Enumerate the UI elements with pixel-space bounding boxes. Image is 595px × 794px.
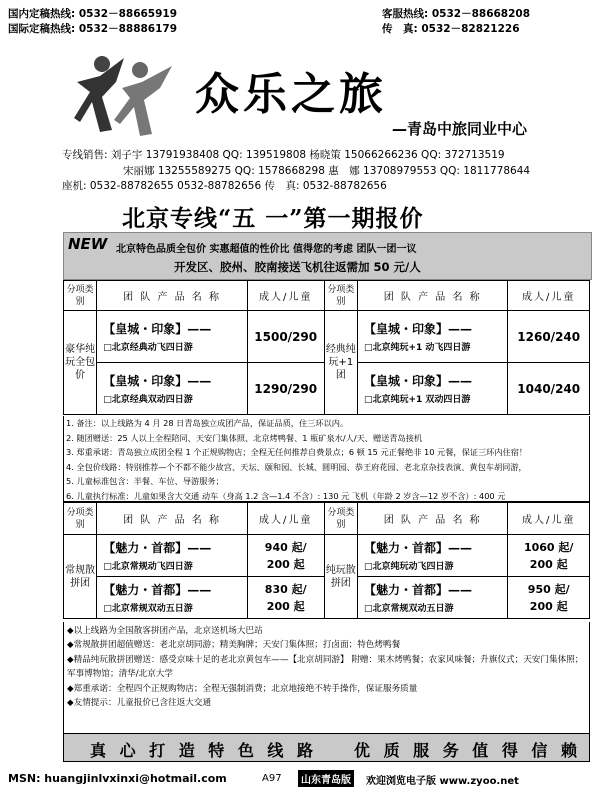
brand-subtitle: —青岛中旅同业中心 xyxy=(392,120,528,138)
footer-slogan-left: 真 心 打 造 特 色 线 路 xyxy=(90,741,317,760)
t1-header-product-left: 团 队 产 品 名 称 xyxy=(97,281,247,311)
note-line: ◆郑重承诺：全程四个正规购物店；全程无强制消费；北京地接绝不转手操作，保证服务质量 xyxy=(67,683,418,694)
banner-transfer: 开发区、胶州、胶南接送飞机往返需加 50 元/人 xyxy=(174,260,421,274)
price-adult: 950 起/ xyxy=(527,582,570,596)
t1-header-category-right: 分项类别 xyxy=(324,281,357,311)
banner-slogan: 北京特色品质全包价 实惠超值的性价比 值得您的考虑 团队一团一议 xyxy=(116,244,417,255)
product-price: 1500/290 xyxy=(247,311,324,363)
price-table-1 xyxy=(63,280,590,415)
product-name: 【魅力・首都】—— xyxy=(363,583,472,597)
t1-category-right: 经典纯玩+1团 xyxy=(324,311,357,415)
product-price: 1260/240 xyxy=(508,311,590,363)
contact-row-2: 宋丽娜 13255589275 QQ: 1578668298 惠 娜 13708979553 QQ: 1811778644 xyxy=(123,165,531,177)
intl-hotline: 国际定稿热线: 0532－88886179 xyxy=(8,23,178,35)
note-line: 4. 全包价线路：特别推荐—个不都不能少故宫、天坛、颐和园、长城、圆明园、恭王府花园、老北京杂技表演、黄包车胡同游， xyxy=(66,461,527,472)
t2-header-category-left: 分项类别 xyxy=(64,503,97,535)
domestic-hotline: 国内定稿热线: 0532－88665919 xyxy=(8,8,178,20)
page-number: A97 xyxy=(262,773,282,784)
note-line: ◆精品纯玩散拼团赠送：感受京味十足的老北京黄包车——【北京胡同游】 附赠：果木烤鸭餐；农家风味餐；升旗仪式；天安门集体照；军事博物馆；清华/北京大学 xyxy=(67,654,584,680)
note-line: ◆以上线路为全国散客拼团产品，北京送机场大巴站 xyxy=(67,626,263,636)
product-route: □北京常规双动五日游 xyxy=(103,604,193,614)
fax-hotline: 传 真: 0532－82821226 xyxy=(382,23,520,35)
product-name: 【皇城・印象】—— xyxy=(363,322,472,336)
brand-logo-title: 众乐之旅 xyxy=(195,69,387,120)
product-price: 1040/240 xyxy=(508,363,590,415)
list-item xyxy=(357,363,507,415)
service-hotline: 客服热线: 0532－88668208 xyxy=(382,8,531,20)
t2-category-left: 常规散拼团 xyxy=(64,535,97,619)
notes-block-1 xyxy=(63,416,590,502)
notes-block-2 xyxy=(63,622,590,734)
publication-badge: 山东青岛版 xyxy=(298,770,354,787)
product-route: □北京常规动飞四日游 xyxy=(103,562,193,572)
product-name: 【魅力・首都】—— xyxy=(363,541,472,555)
product-route: □北京常规双动五日游 xyxy=(363,604,454,614)
page-headline: 北京专线“五 一”第一期报价 xyxy=(122,205,424,232)
product-route: □北京纯玩+1 双动四日游 xyxy=(363,395,471,405)
list-item xyxy=(97,535,247,577)
note-line: 3. 郑重承诺：青岛独立成团全程 1 个正规购物店；全程无任何推荐自费景点；6 顿 15 元正餐绝非 10 元餐，保证三环内住宿！ xyxy=(66,447,528,457)
price-child: 200 起 xyxy=(529,599,568,613)
note-line: 6. 儿童执行标准：儿童如果含大交通 动车（身高 1.2 含—1.4 不含）: 130 元 飞机（年龄 2 岁含—12 岁不含）: 400 元 xyxy=(66,490,506,501)
product-price xyxy=(508,535,590,577)
note-line: 1. 备注：以上线路为 4 月 28 日青岛独立成团产品，保证品质，住三环以内。 xyxy=(66,418,349,428)
new-label: NEW xyxy=(68,235,108,253)
t2-header-product-left: 团 队 产 品 名 称 xyxy=(97,503,247,535)
t2-header-price-left: 成人/儿童 xyxy=(247,503,324,535)
t1-category-left: 豪华纯玩全包价 xyxy=(64,311,97,415)
note-line: ◆常规散拼团超值赠送：老北京胡同游；精美胸牌；天安门集体照；打卤面；特色烤鸭餐 xyxy=(67,640,401,651)
contact-row-1: 专线销售: 刘子宇 13791938408 QQ: 139519808 杨晓策 15066266236 QQ: 372713519 xyxy=(62,149,505,161)
contact-row-3: 座机: 0532-88782655 0532-88782656 传 真: 0532-88782656 xyxy=(62,180,387,192)
product-name: 【皇城・印象】—— xyxy=(103,322,212,336)
dancing-figures-logo xyxy=(72,52,182,137)
publication-link[interactable]: 欢迎浏览电子版 www.zyoo.net xyxy=(366,776,519,787)
list-item xyxy=(97,363,247,415)
t1-header-product-right: 团 队 产 品 名 称 xyxy=(357,281,507,311)
product-price xyxy=(247,577,324,619)
price-child: 200 起 xyxy=(266,599,305,613)
promo-banner xyxy=(63,232,592,280)
product-name: 【皇城・印象】—— xyxy=(363,374,472,388)
note-line: ◆友情提示：儿童报价已含往返大交通 xyxy=(67,698,212,709)
msn-contact: MSN: huangjinlvxinxi@hotmail.com xyxy=(8,772,227,785)
t2-header-price-right: 成人/儿童 xyxy=(508,503,590,535)
product-route: □北京经典双动四日游 xyxy=(103,395,193,405)
t2-category-right: 纯玩散拼团 xyxy=(324,535,357,619)
price-child: 200 起 xyxy=(266,557,305,571)
footer-slogan-bar xyxy=(63,734,590,762)
product-price xyxy=(247,535,324,577)
product-price: 1290/290 xyxy=(247,363,324,415)
product-name: 【皇城・印象】—— xyxy=(103,374,212,388)
product-price xyxy=(508,577,590,619)
t1-header-price-right: 成人/儿童 xyxy=(508,281,590,311)
t1-header-category-left: 分项类别 xyxy=(64,281,97,311)
t2-header-category-right: 分项类别 xyxy=(324,503,357,535)
price-adult: 830 起/ xyxy=(264,582,307,596)
t1-header-price-left: 成人/儿童 xyxy=(247,281,324,311)
price-child: 200 起 xyxy=(529,557,568,571)
t2-header-product-right: 团 队 产 品 名 称 xyxy=(357,503,507,535)
footer-slogan-right: 优 质 服 务 值 得 信 赖 xyxy=(354,741,581,760)
list-item xyxy=(97,577,247,619)
product-name: 【魅力・首都】—— xyxy=(103,583,212,597)
product-route: □北京纯玩动飞四日游 xyxy=(363,562,454,572)
list-item xyxy=(357,535,507,577)
note-line: 5. 儿童标准包含：半餐、车位、导游服务； xyxy=(66,476,224,486)
product-route: □北京经典动飞四日游 xyxy=(103,343,193,353)
note-line: 2. 随团赠送：25 人以上全程陪同、天安门集体照、北京烤鸭餐、1 瓶矿泉水/人/天、赠送青岛接机 xyxy=(66,432,423,443)
price-adult: 940 起/ xyxy=(264,540,307,554)
price-table-2 xyxy=(63,502,590,619)
list-item xyxy=(97,311,247,363)
price-adult: 1060 起/ xyxy=(523,540,574,554)
product-name: 【魅力・首都】—— xyxy=(103,541,212,555)
list-item xyxy=(357,577,507,619)
list-item xyxy=(357,311,507,363)
product-route: □北京纯玩+1 动飞四日游 xyxy=(363,343,471,353)
